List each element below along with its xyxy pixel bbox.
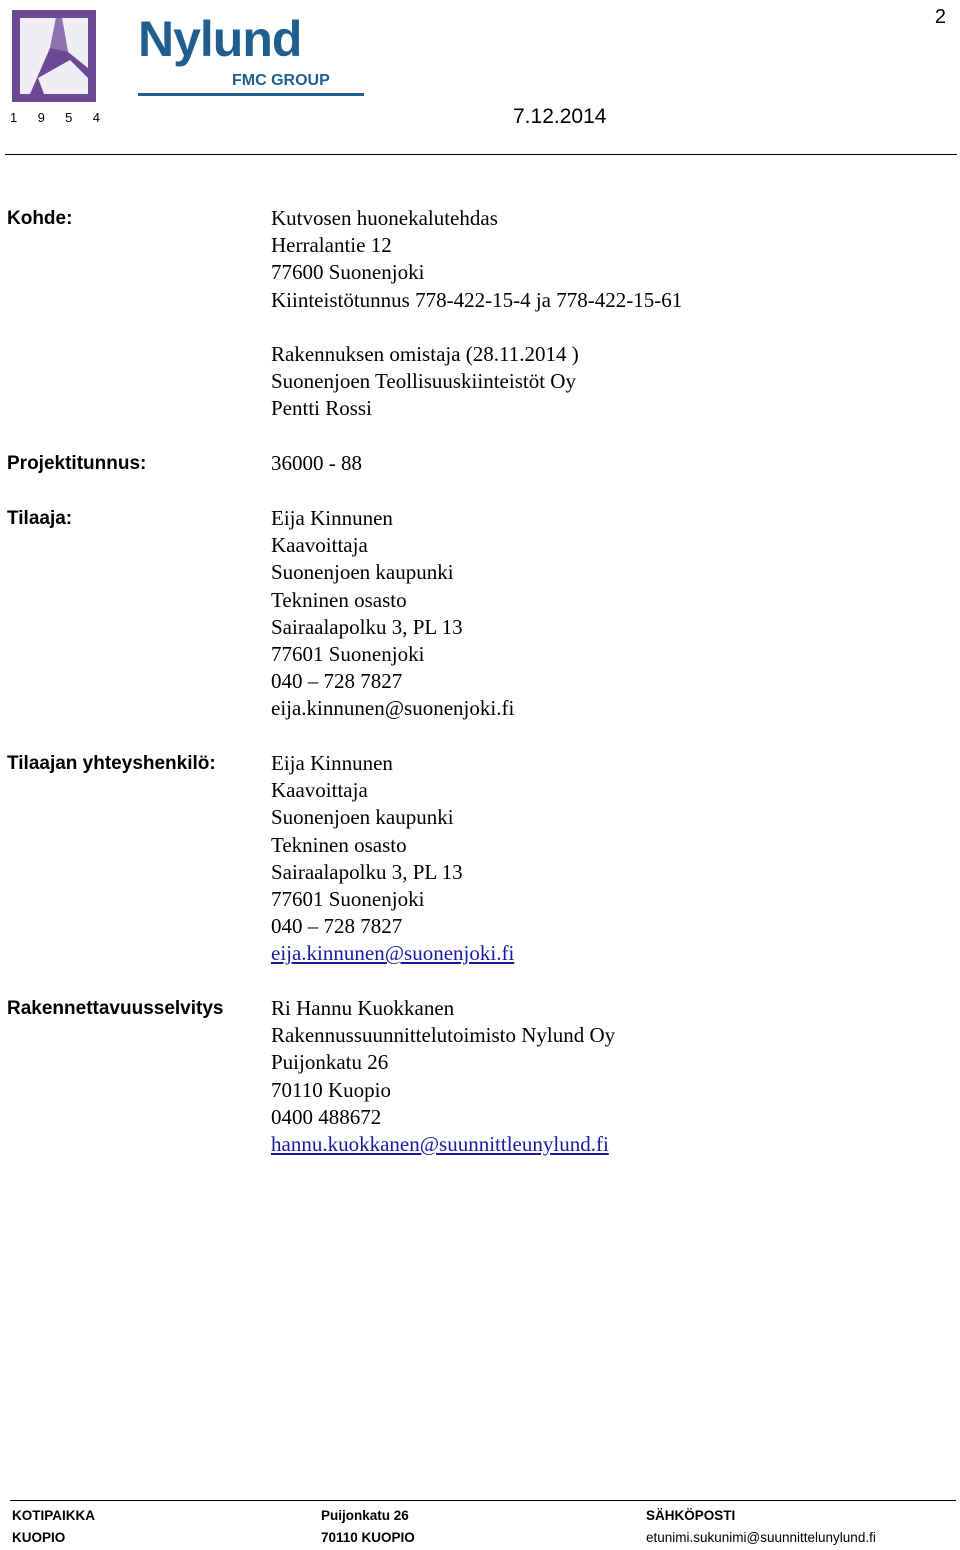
detail-line: Sairaalapolku 3, PL 13 (271, 614, 463, 639)
detail-line: 040 – 728 7827 (271, 914, 403, 939)
detail-line: Ri Hannu Kuokkanen (271, 996, 455, 1020)
detail-line: Pentti Rossi (271, 396, 372, 421)
footer-kotipaikka-label: KOTIPAIKKA (12, 1508, 95, 1523)
footer-email-value[interactable]: etunimi.sukunimi@suunnittelunylund.fi (646, 1530, 876, 1545)
detail-line: 77600 Suonenjoki (271, 260, 425, 285)
footer-address (321, 1505, 415, 1549)
detail-line: Herralantie 12 (271, 233, 392, 258)
detail-line: Sairaalapolku 3, PL 13 (271, 859, 463, 884)
footer-divider (10, 1500, 956, 1501)
detail-line: 040 – 728 7827 (271, 669, 403, 694)
rakennettavuus-details (271, 995, 615, 1158)
footer-street: Puijonkatu 26 (321, 1508, 409, 1523)
brand-group: FMC GROUP (232, 72, 330, 89)
detail-line: Kiinteistötunnus 778-422-15-4 ja 778-422-15-61 (271, 287, 683, 312)
detail-line: Eija Kinnunen (271, 506, 393, 530)
footer-kotipaikka (12, 1505, 95, 1549)
detail-line: 0400 488672 (271, 1104, 382, 1129)
header-divider (5, 154, 957, 155)
company-logo-mark (10, 8, 98, 104)
rakennettavuus-label: Rakennettavuusselvitys (7, 998, 224, 1019)
detail-line: Kaavoittaja (271, 778, 368, 803)
email-link[interactable]: eija.kinnunen@suonenjoki.fi (271, 941, 515, 966)
detail-line: Suonenjoen Teollisuuskiinteistöt Oy (271, 369, 576, 394)
detail-line: Eija Kinnunen (271, 751, 393, 775)
kohde-label: Kohde: (7, 208, 73, 229)
year-digit: 1 (10, 110, 18, 125)
detail-line: eija.kinnunen@suonenjoki.fi (271, 696, 515, 721)
detail-line: Suonenjoen kaupunki (271, 560, 454, 585)
founded-year (10, 110, 100, 125)
yhteyshenkilo-details (271, 750, 514, 968)
year-digit: 4 (92, 110, 100, 125)
detail-line: Rakennuksen omistaja (28.11.2014 ) (271, 342, 579, 366)
email-link[interactable]: hannu.kuokkanen@suunnittleunylund.fi (271, 1132, 609, 1157)
detail-line: Puijonkatu 26 (271, 1050, 389, 1075)
detail-line: 70110 Kuopio (271, 1077, 391, 1102)
owner-details (271, 341, 579, 423)
detail-line: Rakennussuunnittelutoimisto Nylund Oy (271, 1023, 616, 1048)
detail-line: Tekninen osasto (271, 832, 407, 857)
footer-kotipaikka-value: KUOPIO (12, 1530, 66, 1545)
footer-email (646, 1505, 876, 1549)
document-date: 7.12.2014 (513, 105, 607, 128)
detail-line: Kutvosen huonekalutehdas (271, 206, 498, 230)
tilaaja-details (271, 505, 514, 723)
year-digit: 5 (65, 110, 73, 125)
tilaaja-label: Tilaaja: (7, 508, 73, 529)
detail-line: Suonenjoen kaupunki (271, 805, 454, 830)
brand-underline (138, 93, 364, 96)
projektitunnus-value: 36000 - 88 (271, 451, 362, 475)
yhteyshenkilo-label: Tilaajan yhteyshenkilö: (7, 753, 216, 774)
detail-line: 77601 Suonenjoki (271, 642, 425, 667)
year-digit: 9 (37, 110, 45, 125)
page-number: 2 (934, 6, 946, 28)
kohde-details (271, 205, 682, 314)
footer-email-label: SÄHKÖPOSTI (646, 1508, 736, 1523)
footer-postal: 70110 KUOPIO (321, 1530, 415, 1545)
detail-line: Kaavoittaja (271, 533, 368, 558)
detail-line: 77601 Suonenjoki (271, 887, 425, 912)
brand-name: Nylund (138, 11, 302, 67)
detail-line: Tekninen osasto (271, 587, 407, 612)
projektitunnus-label: Projektitunnus: (7, 453, 147, 474)
